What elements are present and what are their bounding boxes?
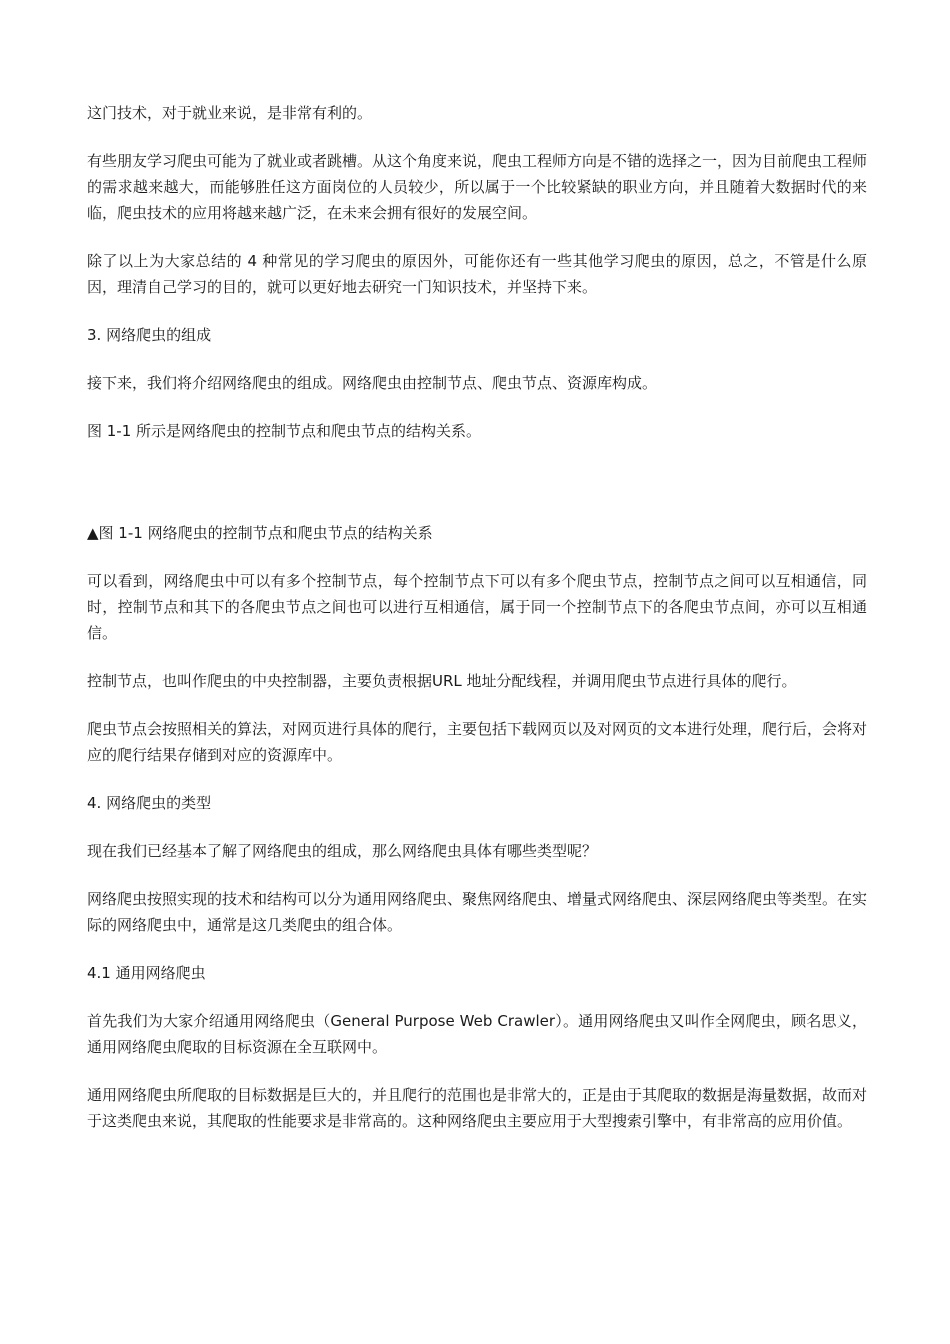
- paragraph-control-node: 控制节点，也叫作爬虫的中央控制器，主要负责根据URL 地址分配线程，并调用爬虫节点进行具体的爬行。: [87, 672, 797, 690]
- figure-caption: ▲图 1-1 网络爬虫的控制节点和爬虫节点的结构关系: [87, 524, 433, 542]
- section-heading-4: 4. 网络爬虫的类型: [87, 794, 212, 812]
- document-page: [87, 100, 867, 1134]
- section-heading-3: 3. 网络爬虫的组成: [87, 326, 212, 344]
- paragraph-node-communication: 可以看到，网络爬虫中可以有多个控制节点，每个控制节点下可以有多个爬虫节点，控制节点之间可以互相通信，同时，控制节点和其下的各爬虫节点之间也可以进行互相通信，属于同一个控制节点下的各爬虫节点间，亦可以互相通信。: [87, 572, 867, 642]
- paragraph-general-crawler-intro: 首先我们为大家介绍通用网络爬虫（General Purpose Web Crawler）。通用网络爬虫又叫作全网爬虫，顾名思义，通用网络爬虫爬取的目标资源在全互联网中。: [87, 1012, 867, 1056]
- paragraph-types-list: 网络爬虫按照实现的技术和结构可以分为通用网络爬虫、聚焦网络爬虫、增量式网络爬虫、深层网络爬虫等类型。在实际的网络爬虫中，通常是这几类爬虫的组合体。: [87, 890, 868, 934]
- paragraph-crawler-node: 爬虫节点会按照相关的算法，对网页进行具体的爬行，主要包括下载网页以及对网页的文本进行处理，爬行后，会将对应的爬行结果存储到对应的资源库中。: [87, 720, 868, 764]
- paragraph-employment: 这门技术，对于就业来说，是非常有利的。: [87, 104, 373, 122]
- paragraph-composition-intro: 接下来，我们将介绍网络爬虫的组成。网络爬虫由控制节点、爬虫节点、资源库构成。: [87, 374, 658, 392]
- section-heading-4-1: 4.1 通用网络爬虫: [87, 964, 206, 982]
- paragraph-career: 有些朋友学习爬虫可能为了就业或者跳槽。从这个角度来说，爬虫工程师方向是不错的选择之一，因为目前爬虫工程师的需求越来越大，而能够胜任这方面岗位的人员较少，所以属于一个比较紧缺的职业方向，并且随着大数据时代的来临，爬虫技术的应用将越来越广泛，在未来会拥有很好的发展空间。: [87, 152, 868, 222]
- paragraph-general-crawler-detail: 通用网络爬虫所爬取的目标数据是巨大的，并且爬行的范围也是非常大的，正是由于其爬取的数据是海量数据，故而对于这类爬虫来说，其爬取的性能要求是非常高的。这种网络爬虫主要应用于大型搜索引擎中，有非常高的应用价值。: [87, 1086, 868, 1130]
- paragraph-reasons-summary: 除了以上为大家总结的 4 种常见的学习爬虫的原因外，可能你还有一些其他学习爬虫的原因，总之，不管是什么原因，理清自己学习的目的，就可以更好地去研究一门知识技术，并坚持下来。: [87, 252, 867, 296]
- paragraph-types-question: 现在我们已经基本了解了网络爬虫的组成，那么网络爬虫具体有哪些类型呢？: [87, 842, 598, 860]
- paragraph-figure-reference: 图 1-1 所示是网络爬虫的控制节点和爬虫节点的结构关系。: [87, 422, 482, 440]
- figure-placeholder: [87, 444, 867, 520]
